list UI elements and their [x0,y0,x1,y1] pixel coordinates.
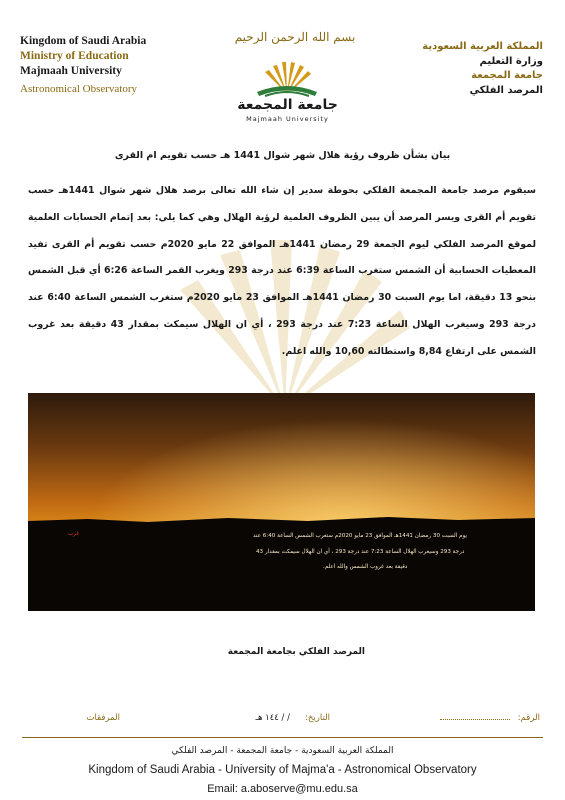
arabic-header-line: المرصد الفلكي [469,84,543,96]
arabic-header-line: المملكة العربية السعودية [422,41,543,52]
signature-block: المرصد الفلكي بجامعة المجمعة [227,647,365,657]
sunset-sky-image [28,393,535,611]
reference-number-line [440,719,510,720]
english-header-line: Astronomical Observatory [20,83,137,95]
basmala: بسم الله الرحمن الرحيم [234,30,356,44]
footer-email: Email: a.aboserve@mu.edu.sa [207,783,358,795]
photo-direction-label: غرب [68,531,80,537]
reference-row [25,713,540,729]
photo-caption-line: دقيقة بعد غروب الشمس والله اعلم. [323,564,408,570]
reference-number-label: الرقم: [517,713,540,723]
document-subject: بيان بشأن ظروف رؤية هلال شهر شوال 1441 هـ حسب تقويم ام القرى [114,150,451,161]
sunset-photo [28,393,535,611]
english-header-line: Kingdom of Saudi Arabia [20,35,147,47]
photo-caption-line: يوم السبت 30 رمضان 1441هـ الموافق 23 مايو 2020م ستغرب الشمس الساعة 6:40 عند [253,533,467,539]
arabic-header [413,40,543,98]
logo-arabic-name: جامعة المجمعة [237,97,338,113]
footer-divider [22,737,543,738]
date-label: التاريخ: [305,713,330,723]
photo-caption-line: درجة 293 وسيغرب الهلال الساعة 7:23 عند درجة 293 ، أي ان الهلال سيمكث بمقدار 43 [256,549,465,555]
footer-arabic: المملكة العربية السعودية - جامعة المجمعة - المرصد الفلكي [171,746,394,756]
statement-paragraph: سيقوم مرصد جامعة المجمعة الفلكي بحوطة سدير إن شاء الله تعالى برصد هلال شهر شوال 1441هـ حسب تقويم أم القرى ويسر المرصد أن يبين الظروف العلمية لرؤية الهلال وهي كما يلي: بعد إتمام الحسابات العلمية لموقع المرصد الفلكي ليوم الجمعة 29 رمضان 1441هـ الموافق 22 مايو 2020م حسب تقويم أم القرى تفيد المعطيات الحسابية أن الشمس ستغرب الساعة 6:39 عند درجة 293 ويغرب القمر الساعة 6:26 أي قبل الشمس بنحو 13 دقيقة، اما يوم السبت 30 رمضان 1441هـ الموافق 23 مايو 2020م ستغرب الشمس الساعة 6:40 عند درجة 293 وسيغرب الهلال الساعة 7:23 عند درجة 293 ، أي ان الهلال سيمكث بمقدار 43 دقيقة بعد غروب الشمس على ارتفاع 8,84 واستطالته 10,60 والله اعلم. [28,185,536,357]
english-header-line: Ministry of Education [20,50,129,62]
english-header-line: Majmaah University [20,65,122,77]
logo-english-name: Majmaah University [246,115,329,123]
footer-english: Kingdom of Saudi Arabia - University of Majma'a - Astronomical Observatory [88,764,477,776]
arabic-header-line: وزارة التعليم [479,55,543,67]
date-value: / / ١٤٤ هـ [255,713,290,723]
attachments-label: المرفقات [86,713,120,723]
english-header [20,34,160,97]
arabic-header-line: جامعة المجمعة [471,70,543,81]
